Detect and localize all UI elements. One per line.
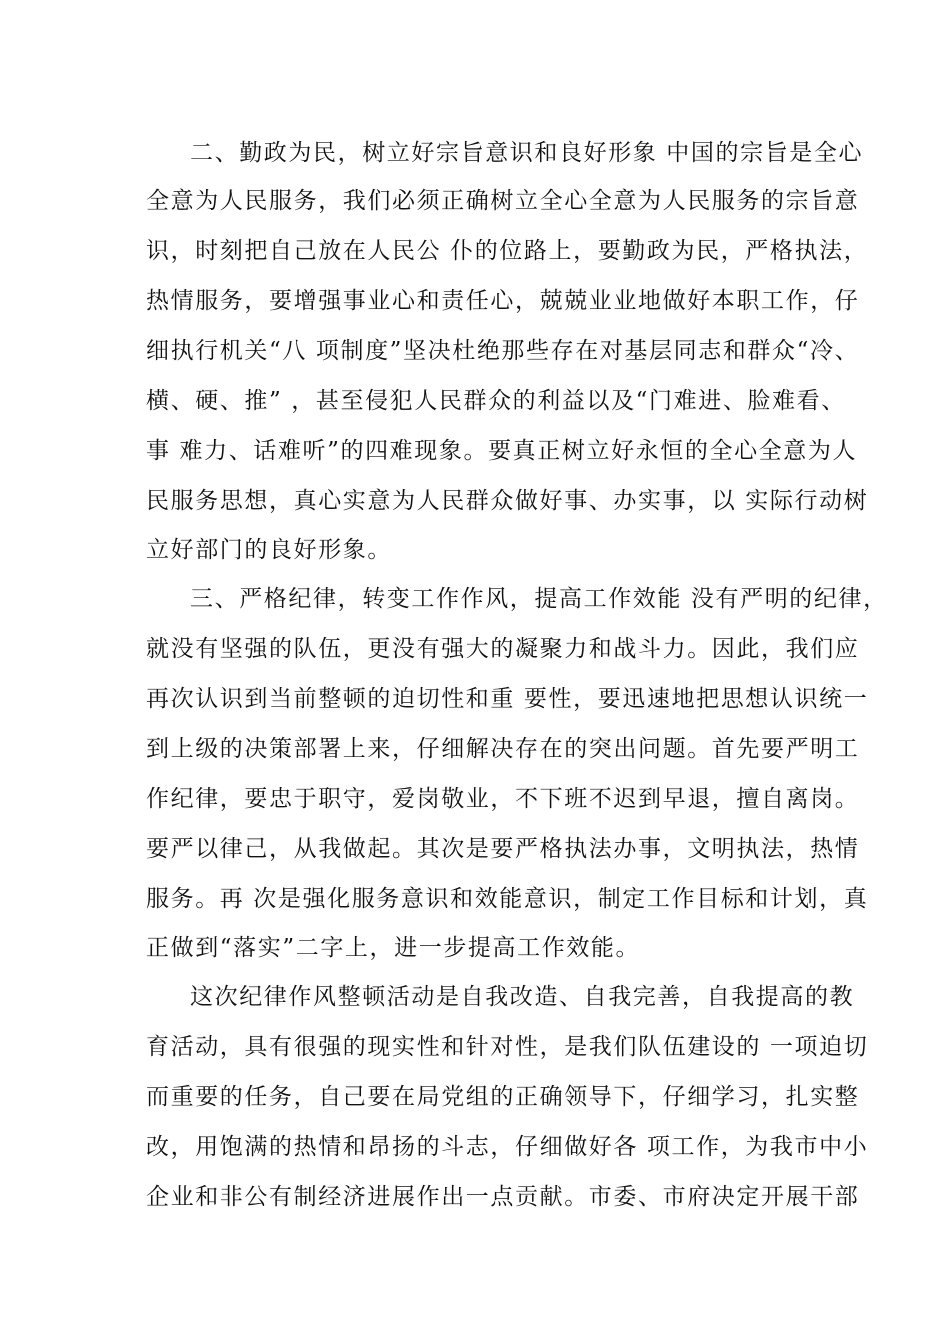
text-line: 要严以律己，从我做起。其次是要严格执法办事，文明执法，热情 xyxy=(146,836,860,862)
text-line: 育活动，具有很强的现实性和针对性，是我们队伍建设的 一项迫切 xyxy=(146,1034,869,1060)
text-line: 二、勤政为民，树立好宗旨意识和良好形象 中国的宗旨是全心 xyxy=(190,140,864,166)
text-line: 全意为人民服务，我们必须正确树立全心全意为人民服务的宗旨意 xyxy=(146,188,860,214)
text-line: 识，时刻把自己放在人民公 仆的位路上，要勤政为民，严格执法， xyxy=(146,238,869,264)
text-line: 企业和非公有制经济进展作出一点贡献。市委、市府决定开展干部 xyxy=(146,1184,860,1210)
text-line: 正做到“落实”二字上，进一步提高工作效能。 xyxy=(146,935,641,961)
text-line: 事 难力、话难听”的四难现象。要真正树立好永恒的全心全意为人 xyxy=(146,438,858,464)
text-line: 而重要的任务，自己要在局党组的正确领导下，仔细学习，扎实整 xyxy=(146,1084,860,1110)
text-line: 就没有坚强的队伍，更没有强大的凝聚力和战斗力。因此，我们应 xyxy=(146,636,860,662)
text-line: 横、硬、推” ，甚至侵犯人民群众的利益以及“门难进、脸难看、 xyxy=(146,388,846,414)
text-line: 细执行机关“八 项制度”坚决杜绝那些存在对基层同志和群众“冷、 xyxy=(146,338,860,364)
text-line: 热情服务，要增强事业心和责任心，兢兢业业地做好本职工作，仔 xyxy=(146,288,860,314)
text-line: 服务。再 次是强化服务意识和效能意识，制定工作目标和计划，真 xyxy=(146,886,869,912)
text-line: 改，用饱满的热情和昂扬的斗志，仔细做好各 项工作，为我市中小 xyxy=(146,1134,869,1160)
text-line: 这次纪律作风整顿活动是自我改造、自我完善，自我提高的教 xyxy=(190,984,855,1010)
text-line: 再次认识到当前整顿的迫切性和重 要性，要迅速地把思想认识统一 xyxy=(146,686,869,712)
text-line: 民服务思想，真心实意为人民群众做好事、办实事，以 实际行动树 xyxy=(146,488,869,514)
text-line: 到上级的决策部署上来，仔细解决存在的突出问题。首先要严明工 xyxy=(146,736,860,762)
text-line: 立好部门的良好形象。 xyxy=(146,537,392,563)
text-line: 作纪律，要忠于职守，爱岗敬业，不下班不迟到早退，擅自离岗。 xyxy=(146,786,860,812)
text-line: 三、严格纪律，转变工作作风，提高工作效能 没有严明的纪律， xyxy=(190,586,888,612)
